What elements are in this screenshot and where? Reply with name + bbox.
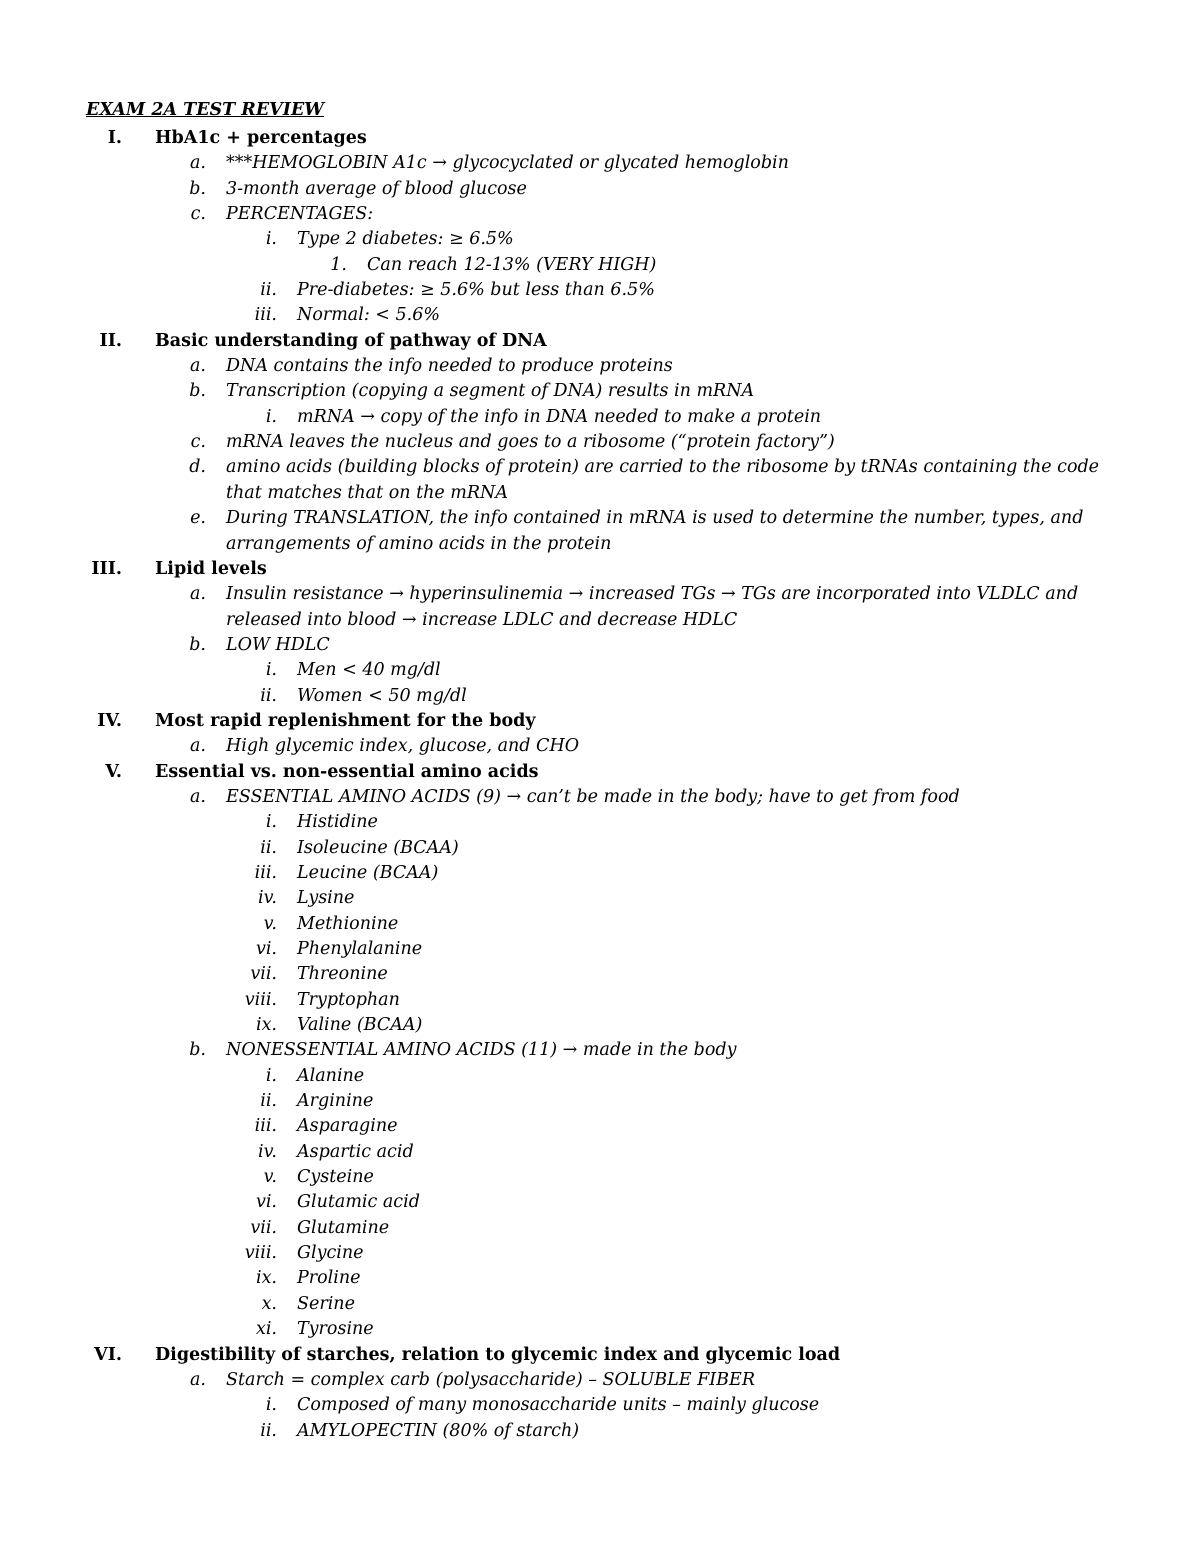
outline-text: Alanine <box>297 1065 365 1086</box>
outline-text: DNA contains the info needed to produce proteins <box>226 356 673 377</box>
outline-marker: i. <box>265 229 277 250</box>
outline-text: Leucine (BCAA) <box>297 862 439 883</box>
outline-text: Aspartic acid <box>297 1141 414 1162</box>
outline-marker: x. <box>261 1293 277 1314</box>
outline-marker: ii. <box>260 685 277 706</box>
outline-text: Transcription (copying a segment of DNA) results in mRNA <box>226 381 755 402</box>
outline-marker: b. <box>189 381 206 402</box>
outline-marker: VI. <box>94 1344 122 1365</box>
outline-marker: ix. <box>255 1015 277 1036</box>
outline-item-level-3 <box>0 1216 1200 1241</box>
outline-text: Tryptophan <box>297 989 400 1010</box>
outline-item-level-3 <box>0 836 1200 861</box>
outline-text: LOW HDLC <box>226 634 330 655</box>
outline-text: Proline <box>297 1268 361 1289</box>
outline-item-level-3 <box>0 988 1200 1013</box>
outline-text: Threonine <box>297 964 388 985</box>
outline-item-level-3 <box>0 405 1200 430</box>
outline-item-level-3 <box>0 658 1200 683</box>
outline-marker: i. <box>265 660 277 681</box>
outline-item-level-2 <box>0 734 1200 759</box>
outline-text: NONESSENTIAL AMINO ACIDS (11) → made in the body <box>226 1040 737 1061</box>
outline-text: Isoleucine (BCAA) <box>297 837 459 858</box>
outline-text: Women < 50 mg/dl <box>297 685 467 706</box>
outline-marker: a. <box>190 584 206 605</box>
outline-marker: ii. <box>260 1091 277 1112</box>
outline-item-level-3 <box>0 1165 1200 1190</box>
outline-marker: b. <box>189 1040 206 1061</box>
outline-item-level-2 <box>0 785 1200 810</box>
outline-item-level-3 <box>0 1393 1200 1418</box>
outline-item-level-2 <box>0 354 1200 379</box>
outline-text: Histidine <box>297 812 378 833</box>
outline-item-level-3 <box>0 278 1200 303</box>
outline-marker: xi. <box>255 1319 277 1340</box>
outline-item-level-2 <box>0 202 1200 227</box>
outline-text: Cysteine <box>297 1167 374 1188</box>
outline-text: Type 2 diabetes: ≥ 6.5% <box>297 229 514 250</box>
outline-text: Lipid levels <box>155 558 267 579</box>
outline-text: Phenylalanine <box>297 939 423 959</box>
outline-item-level-3 <box>0 1140 1200 1165</box>
outline-text: Normal: < 5.6% <box>297 305 440 326</box>
outline-marker: i. <box>265 1395 277 1416</box>
outline-item-level-3 <box>0 1190 1200 1215</box>
outline-marker: ii. <box>260 280 277 301</box>
outline-item-level-3 <box>0 937 1200 962</box>
outline-marker: a. <box>190 1369 206 1390</box>
outline-marker: i. <box>265 1065 277 1086</box>
outline-marker: III. <box>91 558 122 579</box>
outline-marker: i. <box>265 406 277 427</box>
outline-marker: i. <box>265 812 277 833</box>
outline-item-level-3 <box>0 886 1200 911</box>
outline-text: Pre-diabetes: ≥ 5.6% but less than 6.5% <box>297 280 655 301</box>
outline-item-level-4 <box>0 253 1200 278</box>
outline-marker: c. <box>190 204 206 225</box>
outline-marker: e. <box>190 508 206 529</box>
outline-text: AMYLOPECTIN (80% of starch) <box>297 1420 580 1441</box>
outline-text: Valine (BCAA) <box>297 1015 423 1036</box>
outline-marker: b. <box>189 634 206 655</box>
outline-marker: d. <box>189 457 206 478</box>
outline-text: Lysine <box>297 888 355 909</box>
outline-text: HbA1c + percentages <box>155 128 367 148</box>
outline-text: Arginine <box>297 1091 374 1112</box>
outline-item-level-2 <box>0 379 1200 404</box>
outline-item-level-1 <box>0 557 1200 582</box>
outline-text: amino acids (building blocks of protein) are carried to the ribosome by tRNAs containing the code that matches that on the mRNA <box>226 457 1100 503</box>
outline-marker: b. <box>189 178 206 199</box>
outline-text: mRNA leaves the nucleus and goes to a ribosome (“protein factory”) <box>226 432 835 453</box>
outline-item-level-2 <box>0 1038 1200 1063</box>
outline-item-level-1 <box>0 329 1200 354</box>
outline-item-level-2 <box>0 1368 1200 1393</box>
outline-text: mRNA → copy of the info in DNA needed to make a protein <box>297 406 822 427</box>
outline-marker: a. <box>190 356 206 377</box>
outline-item-level-3 <box>0 962 1200 987</box>
outline-item-level-3 <box>0 861 1200 886</box>
outline-text: Asparagine <box>297 1116 398 1137</box>
outline-marker: iii. <box>254 1116 277 1137</box>
outline-item-level-3 <box>0 684 1200 709</box>
outline-item-level-3 <box>0 1266 1200 1291</box>
outline-item-level-3 <box>0 912 1200 937</box>
outline-text: Can reach 12-13% (VERY HIGH) <box>367 254 657 275</box>
outline-text: PERCENTAGES: <box>226 204 374 225</box>
outline-marker: v. <box>263 913 277 934</box>
outline-marker: c. <box>190 432 206 453</box>
outline-marker: ix. <box>255 1268 277 1289</box>
outline-text: Glycine <box>297 1243 364 1264</box>
outline-marker: vii. <box>250 1217 277 1238</box>
outline-list <box>0 126 1200 1444</box>
outline-text: Tyrosine <box>297 1319 374 1340</box>
outline-item-level-3 <box>0 227 1200 252</box>
outline-marker: v. <box>263 1167 277 1188</box>
outline-marker: II. <box>99 330 122 351</box>
outline-marker: vii. <box>250 964 277 985</box>
outline-text: Basic understanding of pathway of DNA <box>155 330 547 351</box>
outline-text: Essential vs. non-essential amino acids <box>155 761 539 782</box>
outline-text: Glutamic acid <box>297 1192 420 1213</box>
outline-item-level-3 <box>0 1114 1200 1139</box>
outline-marker: 1. <box>330 254 347 275</box>
outline-text: 3-month average of blood glucose <box>226 178 527 199</box>
outline-item-level-2 <box>0 430 1200 455</box>
outline-marker: a. <box>190 736 206 757</box>
outline-item-level-3 <box>0 1292 1200 1317</box>
outline-marker: vi. <box>255 939 277 959</box>
outline-item-level-3 <box>0 810 1200 835</box>
outline-item-level-3 <box>0 1241 1200 1266</box>
outline-item-level-3 <box>0 303 1200 328</box>
outline-marker: vi. <box>255 1192 277 1213</box>
outline-text: ESSENTIAL AMINO ACIDS (9) → can’t be made in the body; have to get from food <box>226 786 960 807</box>
outline-item-level-1 <box>0 760 1200 785</box>
outline-marker: ii. <box>260 837 277 858</box>
outline-marker: iv. <box>258 888 277 909</box>
outline-item-level-3 <box>0 1013 1200 1038</box>
outline-item-level-2 <box>0 177 1200 202</box>
outline-text: Glutamine <box>297 1217 390 1238</box>
outline-item-level-2 <box>0 455 1200 506</box>
outline-marker: a. <box>190 153 206 174</box>
outline-item-level-3 <box>0 1419 1200 1444</box>
outline-marker: iii. <box>254 862 277 883</box>
outline-text: During TRANSLATION, the info contained in mRNA is used to determine the number, types, and arrangements of amino acids in the protein <box>226 508 1084 554</box>
document-title: EXAM 2A TEST REVIEW <box>86 100 324 120</box>
outline-text: High glycemic index, glucose, and CHO <box>226 736 580 757</box>
outline-marker: viii. <box>244 989 277 1010</box>
outline-marker: IV. <box>97 710 122 731</box>
outline-marker: V. <box>105 761 122 782</box>
outline-text: Composed of many monosaccharide units – mainly glucose <box>297 1395 820 1416</box>
outline-item-level-2 <box>0 506 1200 557</box>
outline-text: Insulin resistance → hyperinsulinemia → increased TGs → TGs are incorporated into VLDLC and released into blood → increase LDLC and decrease HDLC <box>226 584 1079 630</box>
outline-marker: a. <box>190 786 206 807</box>
outline-item-level-2 <box>0 151 1200 176</box>
outline-item-level-1 <box>0 709 1200 734</box>
outline-item-level-3 <box>0 1064 1200 1089</box>
outline-marker: viii. <box>244 1243 277 1264</box>
outline-text: Digestibility of starches, relation to glycemic index and glycemic load <box>155 1344 841 1365</box>
outline-marker: I. <box>107 128 122 148</box>
outline-text: Serine <box>297 1293 355 1314</box>
outline-text: ***HEMOGLOBIN A1c → glycocyclated or glycated hemoglobin <box>226 153 789 174</box>
outline-item-level-3 <box>0 1317 1200 1342</box>
outline-text: Most rapid replenishment for the body <box>155 710 536 731</box>
outline-text: Methionine <box>297 913 399 934</box>
outline-item-level-2 <box>0 633 1200 658</box>
outline-item-level-2 <box>0 582 1200 633</box>
outline-item-level-1 <box>0 126 1200 151</box>
outline-item-level-1 <box>0 1343 1200 1368</box>
outline-text: Men < 40 mg/dl <box>297 660 441 681</box>
outline-marker: ii. <box>260 1420 277 1441</box>
outline-marker: iii. <box>254 305 277 326</box>
outline-item-level-3 <box>0 1089 1200 1114</box>
outline-marker: iv. <box>258 1141 277 1162</box>
outline-text: Starch = complex carb (polysaccharide) – SOLUBLE FIBER <box>226 1369 755 1390</box>
